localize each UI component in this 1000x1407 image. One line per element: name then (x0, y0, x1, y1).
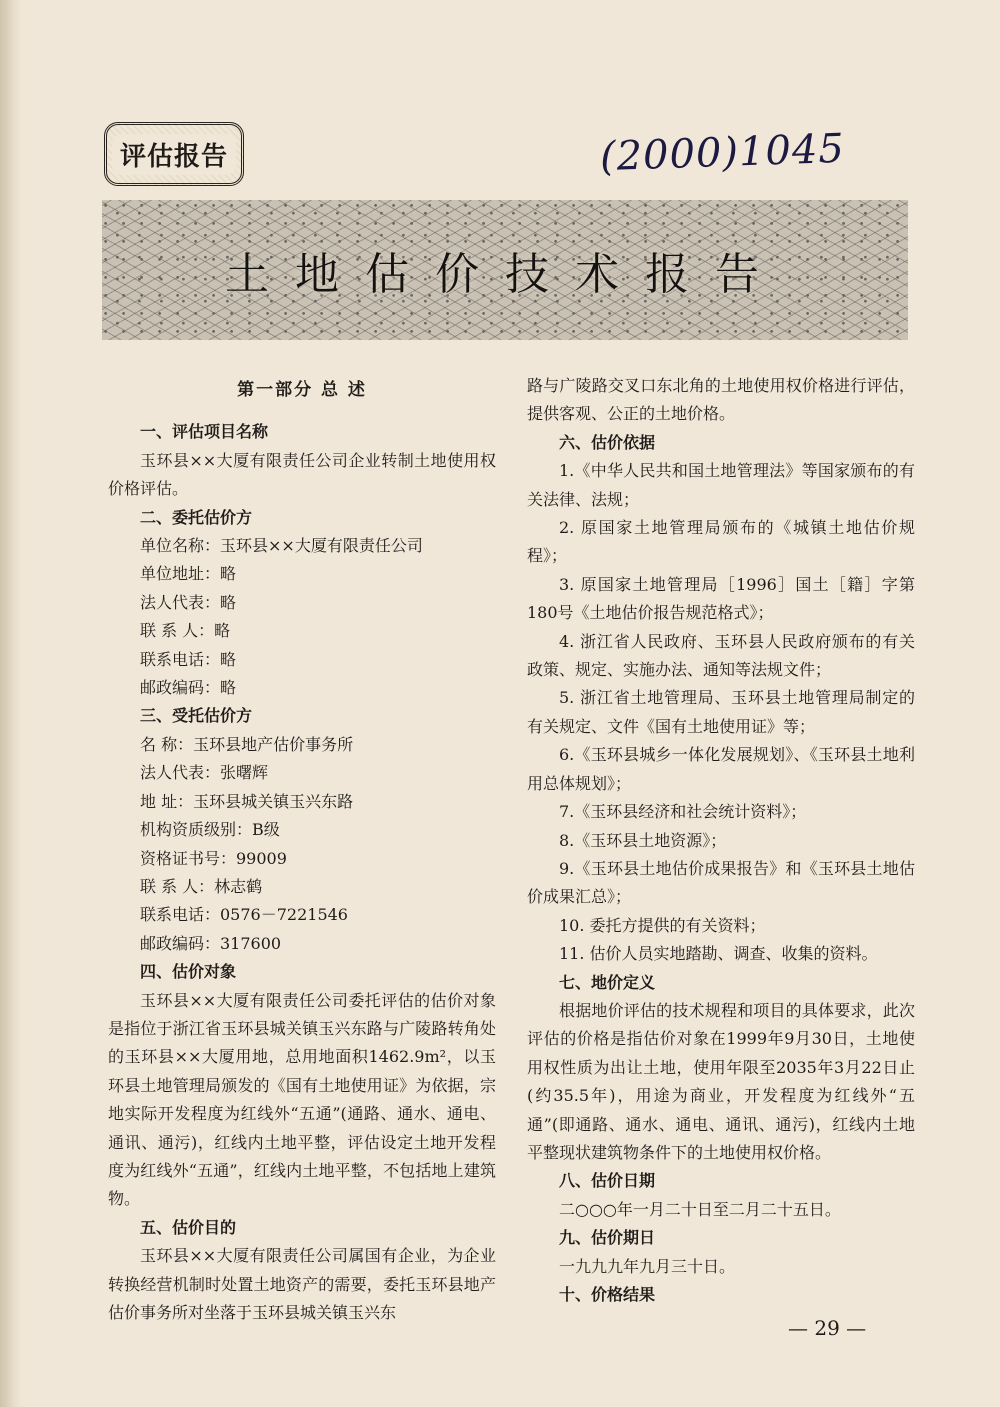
paragraph: 二○○○年一月二十日至二月二十五日。 (559, 1199, 841, 1219)
list-item: 6.《玉环县城乡一体化发展规划》、《玉环县土地利用总体规划》； (527, 745, 915, 793)
title-banner (102, 200, 908, 340)
section-heading: 七、地价定义 (559, 972, 656, 992)
part-heading: 第一部分 总 述 (237, 380, 367, 400)
section-heading: 三、受托估价方 (140, 706, 253, 726)
paragraph: 玉环县××大厦有限责任公司属国有企业，为企业转换经营机制时处置土地资产的需要，委托玉环县地产估价事务所对坐落于玉环县城关镇玉兴东 (108, 1246, 496, 1322)
section-heading: 四、估价对象 (140, 962, 237, 982)
paragraph: 路与广陵路交叉口东北角的土地使用权价格进行评估，提供客观、公正的土地价格。 (527, 376, 915, 424)
page-title: 土地估价技术报告 (225, 249, 785, 300)
info-line: 邮政编码：317600 (140, 933, 282, 953)
list-item: 8.《玉环县土地资源》； (559, 830, 727, 850)
paragraph: 玉环县××大厦有限责任公司企业转制土地使用权价格评估。 (108, 450, 496, 499)
page-binding-shadow (0, 0, 22, 1407)
info-line: 名 称：玉环县地产估价事务所 (140, 734, 354, 754)
section-heading: 八、估价日期 (559, 1171, 656, 1191)
list-item: 11. 估价人员实地踏勘、调查、收集的资料。 (559, 944, 878, 964)
list-item: 7.《玉环县经济和社会统计资料》； (559, 802, 807, 822)
info-line: 法人代表：张曙辉 (140, 763, 269, 783)
list-item: 1.《中华人民共和国土地管理法》等国家颁布的有关法律、法规； (527, 461, 915, 509)
left-column (108, 372, 496, 1327)
list-item: 4. 浙江省人民政府、玉环县人民政府颁布的有关政策、规定、实施办法、通知等法规文件； (527, 631, 915, 680)
section-heading: 十、价格结果 (559, 1285, 656, 1304)
info-line: 联系电话：0576－7221546 (140, 905, 348, 925)
list-item: 9.《玉环县土地估价成果报告》和《玉环县土地估价成果汇总》； (527, 858, 915, 907)
info-line: 地 址：玉环县城关镇玉兴东路 (140, 791, 354, 811)
info-line: 联 系 人：略 (140, 621, 231, 641)
section-tag (104, 122, 244, 186)
list-item: 10. 委托方提供的有关资料； (559, 915, 766, 935)
info-line: 联系电话：略 (140, 649, 237, 669)
section-heading: 一、评估项目名称 (140, 422, 269, 442)
section-heading: 九、估价期日 (559, 1228, 656, 1248)
paragraph: 根据地价评估的技术规程和项目的具体要求，此次评估的价格是指估价对象在1999年9月30日，土地使用权性质为出让土地，使用年限至2035年3月22日止(约35.5年)，用途为商业，开发程度为红线外“五通”(即通路、通水、通电、通讯、通污)，红线内土地平整现状建筑物条件下的土地使用权价格。 (527, 1000, 915, 1162)
section-tag-label: 评估报告 (112, 134, 236, 175)
info-line: 单位名称：玉环县××大厦有限责任公司 (140, 536, 423, 556)
paragraph: 玉环县××大厦有限责任公司委托评估的估价对象是指位于浙江省玉环县城关镇玉兴东路与广陵路转角处的玉环县××大厦用地，总用地面积1462.9m²，以玉环县土地管理局颁发的《国有土地使用证》为依据，宗地实际开发程度为红线外“五通”(通路、通水、通电、通讯、通污)，红线内土地平整，评估设定土地开发程度为红线外“五通”，红线内土地平整，不包括地上建筑物。 (108, 990, 496, 1209)
info-line: 单位地址：略 (140, 564, 237, 584)
section-heading: 五、估价目的 (140, 1217, 237, 1237)
info-line: 联 系 人：林志鹤 (140, 876, 263, 896)
list-item: 3. 原国家土地管理局［1996］国土［籍］字第180号《土地估价报告规范格式》； (527, 574, 915, 623)
info-line: 资格证书号：99009 (140, 848, 287, 868)
section-heading: 二、委托估价方 (140, 507, 253, 527)
list-item: 2. 原国家土地管理局颁布的《城镇土地估价规程》； (527, 518, 915, 566)
info-line: 法人代表：略 (140, 592, 237, 612)
info-line: 机构资质级别：B级 (140, 820, 280, 840)
right-column (527, 372, 915, 1309)
section-heading: 六、估价依据 (559, 432, 656, 452)
paragraph: 一九九九年九月三十日。 (559, 1256, 736, 1276)
list-item: 5. 浙江省土地管理局、玉环县土地管理局制定的有关规定、文件《国有土地使用证》等； (527, 688, 915, 736)
info-line: 邮政编码：略 (140, 678, 237, 698)
page-number: — 29 — (788, 1316, 867, 1340)
handwritten-note: (2000)1045 (599, 125, 846, 181)
